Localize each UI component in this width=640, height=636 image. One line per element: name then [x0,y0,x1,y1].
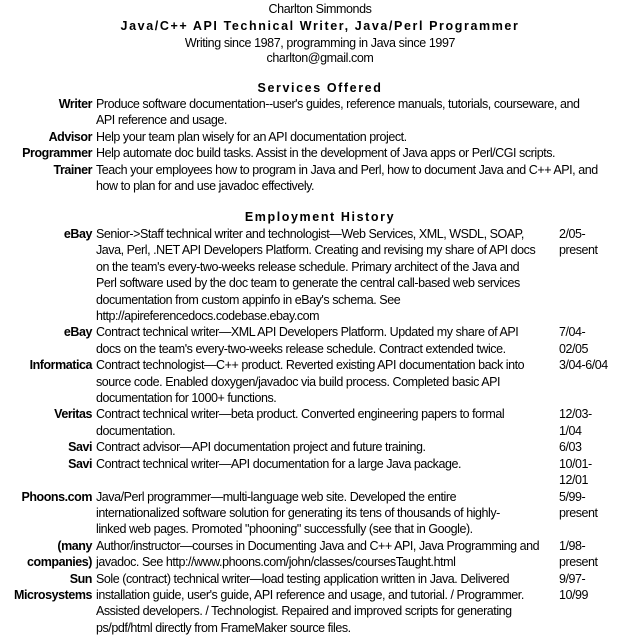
job-entry [0,489,640,538]
job-dates [559,226,598,324]
job-entry [0,456,640,489]
employment-heading: Employment History [244,210,396,224]
job-label-line: companies) [27,555,92,570]
job-description-line: Contract technical writer—XML API Developers Platform. Updated my share of API [96,325,519,340]
job-label-line: eBay [63,325,92,340]
service-description [96,129,559,145]
service-label [0,129,92,145]
job-dates [559,324,588,357]
job-description-line: documentation from custom appinfo in eBay's schema. See [96,292,401,307]
job-dates-line: present [559,505,598,520]
job-label [0,324,92,357]
job-description-line: internationalized software solution for generating its tens of thousands of highly- [96,505,500,520]
job-entry [0,226,640,324]
service-description-line: Produce software documentation--user's guides, reference manuals, tutorials, courseware, and [96,97,580,111]
job-title: Java/C++ API Technical Writer, Java/Perl Programmer [120,19,520,33]
job-dates [559,538,598,571]
job-dates-line: 12/01 [559,473,589,488]
service-label-line: Writer [58,97,92,111]
job-description-line: installation guide, user's guide, API reference and usage, and tutorial. / Programmer. [96,587,524,602]
job-label-line: eBay [63,227,92,241]
job-label [0,357,92,406]
job-dates [559,456,592,489]
job-dates-line: 02/05 [559,341,589,356]
service-label [0,96,92,129]
job-dates [559,439,582,455]
job-description-line: Contract advisor—API documentation project and future training. [96,440,426,455]
job-label [0,456,92,489]
job-description-line: on the team's every-two-weeks release schedule. Primary architect of the Java and [96,259,520,274]
job-description-line: Contract technologist—C++ product. Reverted existing API documentation back into [96,358,525,373]
job-description-line: documentation. [96,423,176,438]
job-label-line: Microsystems [14,587,92,602]
service-description-line: Help your team plan wisely for an API documentation project. [96,129,407,144]
job-description-line: source code. Enabled doxygen/javadoc via build process. Completed basic API [96,374,501,389]
job-label [0,571,92,636]
job-description-line: ps/pdf/html directly from FrameMaker source files. [96,620,351,635]
job-label-line: Savi [68,456,92,471]
service-entry [0,96,640,129]
job-description [96,324,559,357]
job-description-line: Perl software used by the doc team to generate the central call-based web services [96,276,520,291]
service-description-line: API reference and usage. [96,113,227,128]
job-dates [559,571,588,636]
job-dates-line: present [559,555,598,570]
job-entry [0,406,640,439]
job-dates-line: 10/01- [559,456,592,471]
service-entry [0,162,640,195]
job-label [0,226,92,324]
job-label-line: Savi [68,440,92,455]
service-description [96,162,598,195]
job-entry [0,571,640,636]
job-dates [559,489,598,538]
job-label [0,538,92,571]
job-description-line: http://apireferencedocs.codebase.ebay.com [96,309,320,324]
job-description-line: javadoc. See http://www.phoons.com/john/classes/coursesTaught.html [96,555,456,570]
job-entry [0,357,640,406]
service-entry [0,145,640,161]
service-description [96,145,559,161]
service-entry [0,129,640,145]
job-label-line: Sun [69,571,92,586]
service-label [0,162,92,195]
job-entry [0,538,640,571]
service-label-line: Advisor [48,129,92,144]
job-label [0,489,92,538]
job-label-line: Phoons.com [21,489,92,504]
job-description-line: Contract technical writer—beta product. Converted engineering papers to formal [96,407,505,422]
job-dates-line: 5/99- [559,489,586,504]
job-label [0,406,92,439]
job-dates-line: 9/97- [559,571,586,586]
job-entry [0,439,640,455]
job-description [96,456,559,489]
job-dates-line: 7/04- [559,325,586,340]
job-description [96,571,559,636]
job-dates-line: 3/04-6/04 [559,358,608,373]
job-description [96,226,559,324]
job-dates-line: 1/04 [559,423,582,438]
job-description-line: Java/Perl programmer—multi-language web site. Developed the entire [96,489,457,504]
job-label-line: (many [57,538,92,553]
service-description [96,96,580,129]
job-dates-line: 2/05- [559,227,586,241]
job-description [96,357,559,406]
job-description-line: Senior->Staff technical writer and technologist—Web Services, XML, WSDL, SOAP, [96,227,524,241]
service-label-line: Programmer [22,146,92,161]
job-dates [559,406,592,439]
job-dates-line: present [559,243,598,258]
job-description-line: Author/instructor—courses in Documenting Java and C++ API, Java Programming and [96,538,540,553]
services-list [0,96,640,194]
email: charlton@gmail.com [266,51,374,65]
service-description-line: how to plan for and use javadoc effectively. [96,179,315,194]
services-heading: Services Offered [257,81,383,95]
job-label-line: Veritas [54,407,92,422]
job-description-line: linked web pages. Promoted "phooning" successfully (see that in Google). [96,522,473,537]
job-description [96,439,559,455]
job-label [0,439,92,455]
job-description-line: Contract technical writer—API documentation for a large Java package. [96,456,461,471]
tagline: Writing since 1987, programming in Java since 1997 [184,36,456,50]
service-label [0,145,92,161]
job-dates-line: 12/03- [559,407,592,422]
service-description-line: Teach your employees how to program in Java and Perl, how to document Java and C++ API, and [96,162,598,177]
job-entry [0,324,640,357]
service-label-line: Trainer [53,162,92,177]
job-description-line: Assisted developers. / Technologist. Repaired and improved scripts for generating [96,604,512,619]
job-description-line: documentation for 1000+ functions. [96,391,277,406]
job-dates-line: 1/98- [559,538,586,553]
job-label-line: Informatica [29,358,92,373]
job-dates-line: 6/03 [559,440,582,455]
job-description-line: Java, Perl, .NET API Developers Platform. Creating and revising my share of API docs [96,243,536,258]
job-description [96,538,559,571]
job-description [96,489,559,538]
job-description-line: Sole (contract) technical writer—load testing application written in Java. Delivered [96,571,510,586]
job-description-line: docs on the team's every-two-weeks release schedule. Contract extended twice. [96,341,506,356]
job-dates-line: 10/99 [559,587,589,602]
author-name: Charlton Simmonds [268,2,372,16]
employment-list [0,226,640,636]
job-dates [559,357,608,406]
job-description [96,406,559,439]
service-description-line: Help automate doc build tasks. Assist in the development of Java apps or Perl/CGI scripts. [96,146,556,161]
